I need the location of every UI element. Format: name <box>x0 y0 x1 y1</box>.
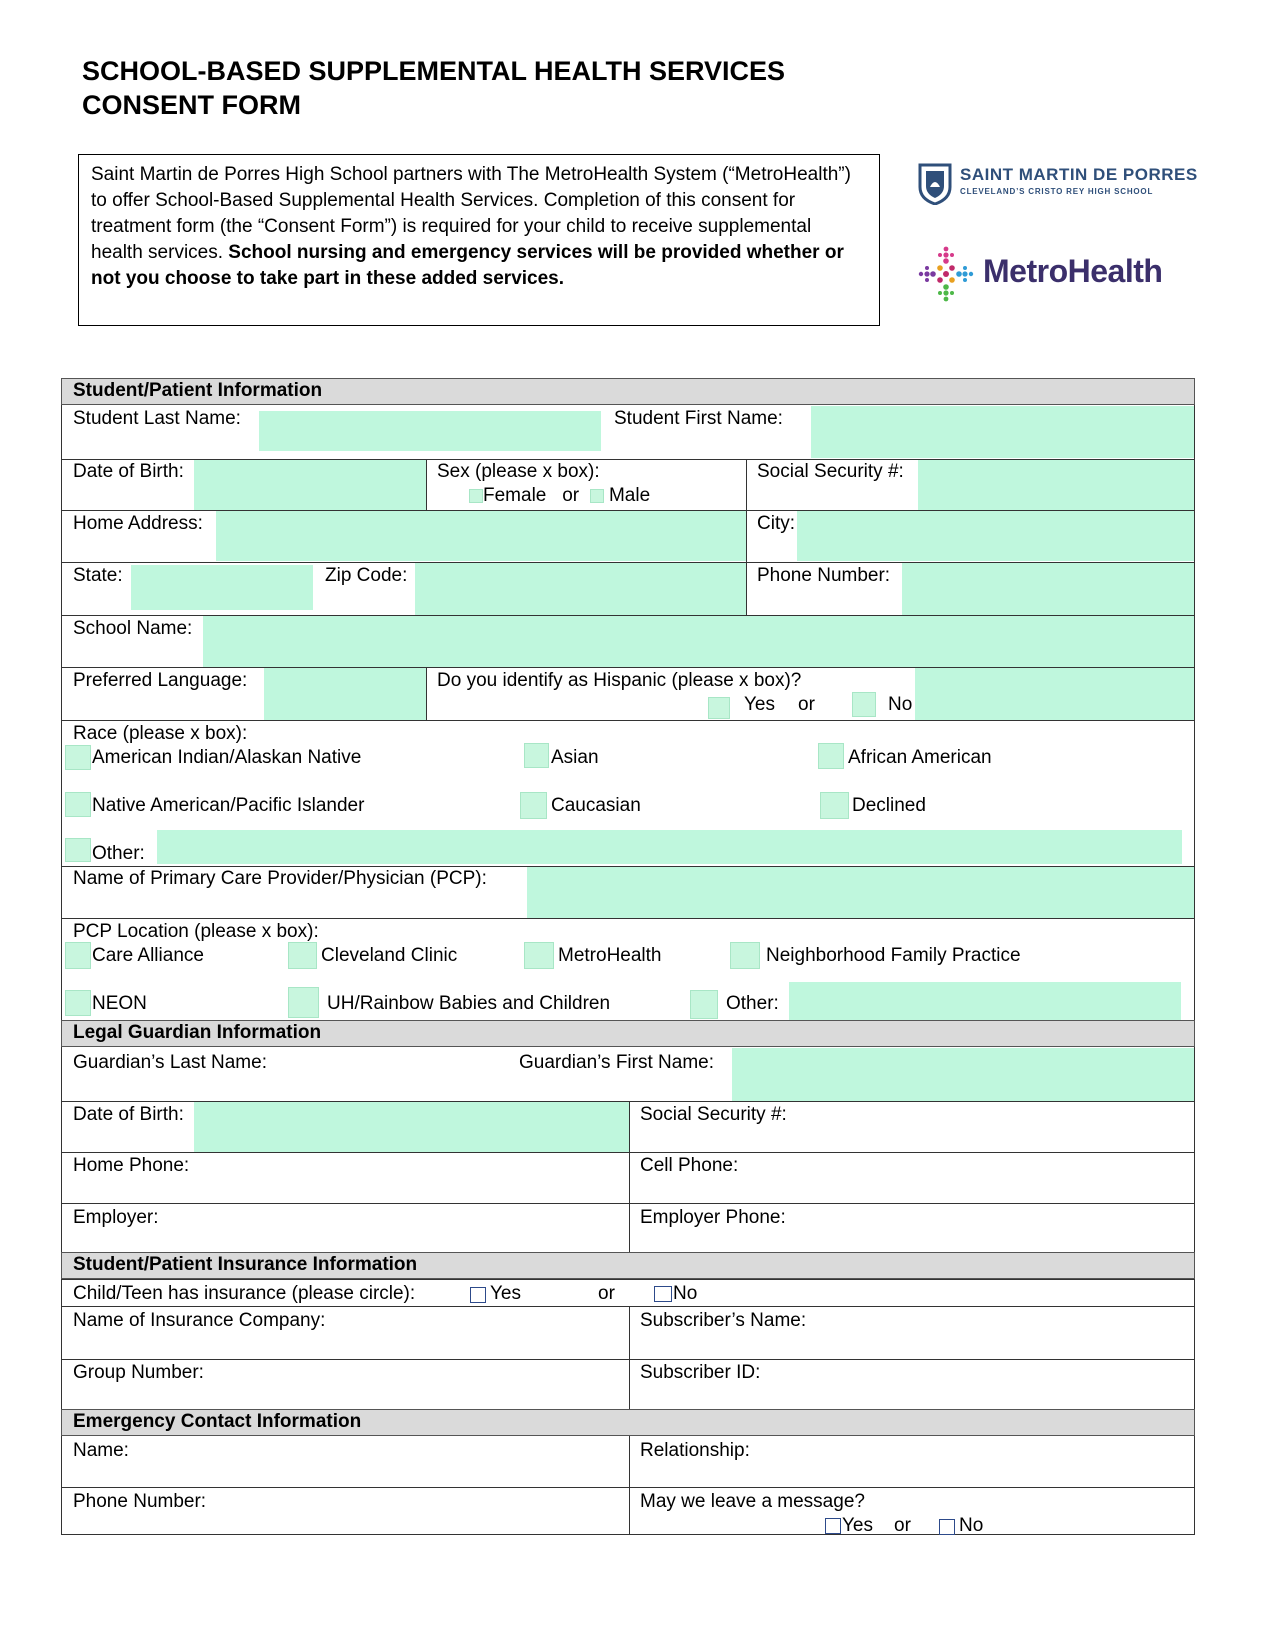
guardian-first-name-label: Guardian’s First Name: <box>519 1052 714 1073</box>
race-african-american-label: African American <box>848 747 992 768</box>
page-title <box>82 54 785 122</box>
insurance-no-label: No <box>673 1283 698 1304</box>
zip-code-label: Zip Code: <box>325 565 408 586</box>
emergency-phone-label: Phone Number: <box>73 1491 207 1512</box>
title-line-2: CONSENT FORM <box>82 90 301 120</box>
school-name-field[interactable] <box>203 616 1194 667</box>
student-last-name-field[interactable] <box>259 411 601 451</box>
pcp-neon-checkbox[interactable] <box>65 990 91 1016</box>
race-label: Race (please x box): <box>73 723 248 744</box>
zip-code-field[interactable] <box>415 563 746 615</box>
hispanic-no-label: No <box>888 694 913 715</box>
race-native-american-label: Native American/Pacific Islander <box>92 795 365 816</box>
message-or-label: or <box>894 1515 911 1536</box>
race-caucasian-checkbox[interactable] <box>520 792 547 819</box>
pcp-cleveland-clinic-label: Cleveland Clinic <box>321 945 458 966</box>
state-label: State: <box>73 565 123 586</box>
has-insurance-label: Child/Teen has insurance (please circle): <box>73 1283 416 1304</box>
pcp-neighborhood-label: Neighborhood Family Practice <box>766 945 1021 966</box>
race-african-american-checkbox[interactable] <box>818 743 844 769</box>
smdp-logo-name: SAINT MARTIN DE PORRES <box>960 165 1198 184</box>
metrohealth-logo <box>915 243 1190 303</box>
message-yes-label: Yes <box>842 1515 873 1536</box>
message-no-label: No <box>959 1515 984 1536</box>
metrohealth-cross-icon <box>915 243 977 305</box>
race-other-field[interactable] <box>157 830 1182 864</box>
phone-number-label: Phone Number: <box>757 565 891 586</box>
hispanic-or-label: or <box>798 694 815 715</box>
insurance-company-label: Name of Insurance Company: <box>73 1310 326 1331</box>
race-declined-checkbox[interactable] <box>820 792 849 819</box>
home-address-label: Home Address: <box>73 513 203 534</box>
pcp-cleveland-clinic-checkbox[interactable] <box>288 942 317 969</box>
female-label: Female <box>483 485 547 506</box>
pcp-name-label: Name of Primary Care Provider/Physician (PCP): <box>73 868 487 889</box>
title-line-1: SCHOOL-BASED SUPPLEMENTAL HEALTH SERVICES <box>82 56 786 86</box>
smdp-logo <box>918 163 1198 207</box>
student-ssn-label: Social Security #: <box>757 461 904 482</box>
guardian-ssn-label: Social Security #: <box>640 1104 787 1125</box>
sex-options <box>469 485 650 507</box>
hispanic-label: Do you identify as Hispanic (please x box)? <box>437 670 802 691</box>
insurance-yes-label: Yes <box>490 1283 521 1304</box>
pcp-other-label: Other: <box>726 993 779 1014</box>
student-first-name-label: Student First Name: <box>614 408 783 429</box>
race-declined-label: Declined <box>852 795 926 816</box>
emergency-name-label: Name: <box>73 1440 129 1461</box>
insurance-info-header: Student/Patient Insurance Information <box>61 1252 1195 1279</box>
race-caucasian-label: Caucasian <box>551 795 641 816</box>
intro-text: Saint Martin de Porres High School partners with The MetroHealth System (“MetroHealth”) to offer School-Based Supplemental Health Services. Completion of this consent for treatment form (the “Consent Form”) is required for your child to receive supplemental health services. <box>91 164 851 263</box>
race-other-checkbox[interactable] <box>65 838 91 862</box>
subscriber-name-label: Subscriber’s Name: <box>640 1310 807 1331</box>
preferred-language-field[interactable] <box>264 668 426 720</box>
sex-or-label: or <box>562 485 580 506</box>
guardian-last-name-label: Guardian’s Last Name: <box>73 1052 267 1073</box>
emergency-info-header: Emergency Contact Information <box>61 1409 1195 1436</box>
hispanic-no-checkbox[interactable] <box>852 692 876 717</box>
pcp-metrohealth-checkbox[interactable] <box>524 942 554 969</box>
leave-message-label: May we leave a message? <box>640 1491 865 1512</box>
intro-bold-text: School nursing and emergency services will be provided whether or not you choose to take part in these added services. <box>91 242 844 289</box>
female-checkbox[interactable] <box>469 489 483 503</box>
guardian-home-phone-label: Home Phone: <box>73 1155 190 1176</box>
home-address-field[interactable] <box>216 511 746 561</box>
pcp-care-alliance-label: Care Alliance <box>92 945 204 966</box>
guardian-dob-field[interactable] <box>194 1102 629 1152</box>
shield-icon <box>918 163 952 205</box>
employer-phone-label: Employer Phone: <box>640 1207 786 1228</box>
insurance-no-checkbox[interactable] <box>654 1286 672 1302</box>
group-number-label: Group Number: <box>73 1362 204 1383</box>
message-yes-checkbox[interactable] <box>825 1518 841 1534</box>
preferred-language-label: Preferred Language: <box>73 670 248 691</box>
student-dob-field[interactable] <box>194 460 426 510</box>
male-checkbox[interactable] <box>590 489 604 503</box>
message-no-checkbox[interactable] <box>939 1519 955 1535</box>
pcp-uh-rainbow-checkbox[interactable] <box>288 987 319 1018</box>
state-field[interactable] <box>131 565 313 610</box>
intro-box <box>78 154 880 326</box>
student-info-header: Student/Patient Information <box>61 378 1195 405</box>
phone-number-field[interactable] <box>902 563 1194 615</box>
student-last-name-label: Student Last Name: <box>73 408 241 429</box>
pcp-other-field[interactable] <box>789 982 1181 1020</box>
city-field[interactable] <box>797 511 1194 561</box>
city-label: City: <box>757 513 795 534</box>
race-other-label: Other: <box>92 843 145 864</box>
hispanic-yes-label: Yes <box>744 694 775 715</box>
race-asian-label: Asian <box>551 747 599 768</box>
pcp-other-checkbox[interactable] <box>690 990 718 1019</box>
insurance-or-label: or <box>598 1283 615 1304</box>
race-native-american-checkbox[interactable] <box>65 792 91 817</box>
guardian-info-header: Legal Guardian Information <box>61 1020 1195 1047</box>
subscriber-id-label: Subscriber ID: <box>640 1362 761 1383</box>
pcp-neon-label: NEON <box>92 993 147 1014</box>
relationship-label: Relationship: <box>640 1440 750 1461</box>
employer-label: Employer: <box>73 1207 159 1228</box>
smdp-logo-subtitle: CLEVELAND’S CRISTO REY HIGH SCHOOL <box>960 187 1154 196</box>
insurance-yes-checkbox[interactable] <box>470 1287 486 1303</box>
pcp-name-field[interactable] <box>527 867 1194 918</box>
hispanic-yes-checkbox[interactable] <box>708 697 730 719</box>
pcp-location-label: PCP Location (please x box): <box>73 921 319 942</box>
race-american-indian-checkbox[interactable] <box>65 745 91 770</box>
guardian-dob-label: Date of Birth: <box>73 1104 184 1125</box>
has-insurance-row <box>73 1283 415 1305</box>
race-asian-checkbox[interactable] <box>524 743 549 768</box>
guardian-first-name-field[interactable] <box>732 1048 1194 1101</box>
pcp-care-alliance-checkbox[interactable] <box>65 942 91 969</box>
guardian-cell-phone-label: Cell Phone: <box>640 1155 739 1176</box>
school-name-label: School Name: <box>73 618 193 639</box>
student-first-name-field[interactable] <box>811 406 1194 458</box>
pcp-uh-rainbow-label: UH/Rainbow Babies and Children <box>327 993 611 1014</box>
male-label: Male <box>608 485 651 506</box>
pcp-neighborhood-checkbox[interactable] <box>730 942 760 969</box>
student-ssn-field[interactable] <box>918 460 1194 510</box>
sex-label: Sex (please x box): <box>437 461 600 482</box>
race-american-indian-label: American Indian/Alaskan Native <box>92 747 362 768</box>
student-dob-label: Date of Birth: <box>73 461 184 482</box>
metrohealth-logo-text: MetroHealth <box>983 253 1163 289</box>
pcp-metrohealth-label: MetroHealth <box>558 945 662 966</box>
hispanic-field[interactable] <box>915 668 1194 720</box>
